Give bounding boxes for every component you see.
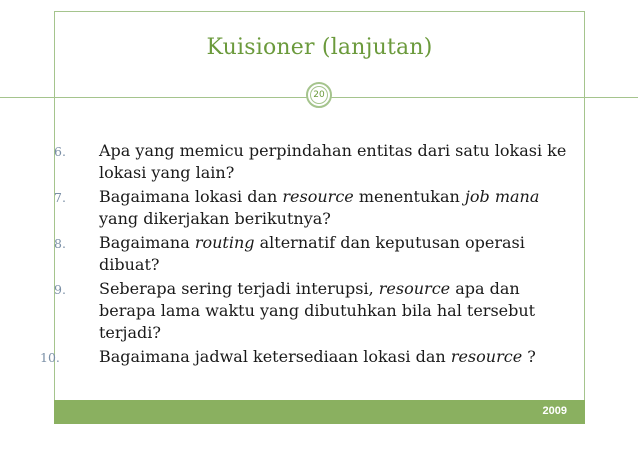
list-item [40,346,574,369]
footer-year: 2009 [542,405,567,417]
item-text: Bagaimana routing alternatif dan keputusan operasi dibuat? [99,233,525,274]
item-number: 6. [54,144,66,159]
page-number: 20 [310,86,328,104]
item-number: 7. [54,190,66,205]
item-text: Seberapa sering terjadi interupsi, resource apa dan berapa lama waktu yang dibutuhkan bila hal tersebut terjadi? [99,279,536,342]
page-number-badge [306,82,332,108]
item-number: 8. [54,236,66,251]
item-text: Bagaimana lokasi dan resource menentukan job mana yang dikerjakan berikutnya? [99,187,540,228]
item-number: 9. [54,282,66,297]
list-item [54,278,574,344]
item-text: Apa yang memicu perpindahan entitas dari satu lokasi ke lokasi yang lain? [99,141,567,182]
list-item [54,232,574,276]
slide-title: Kuisioner (lanjutan) [206,35,433,60]
item-number: 10. [40,350,60,365]
list-item [54,140,574,184]
list-item [54,186,574,230]
question-list [40,140,574,371]
item-text: Bagaimana jadwal ketersediaan lokasi dan resource ? [99,347,536,366]
footer-bar [54,400,585,424]
